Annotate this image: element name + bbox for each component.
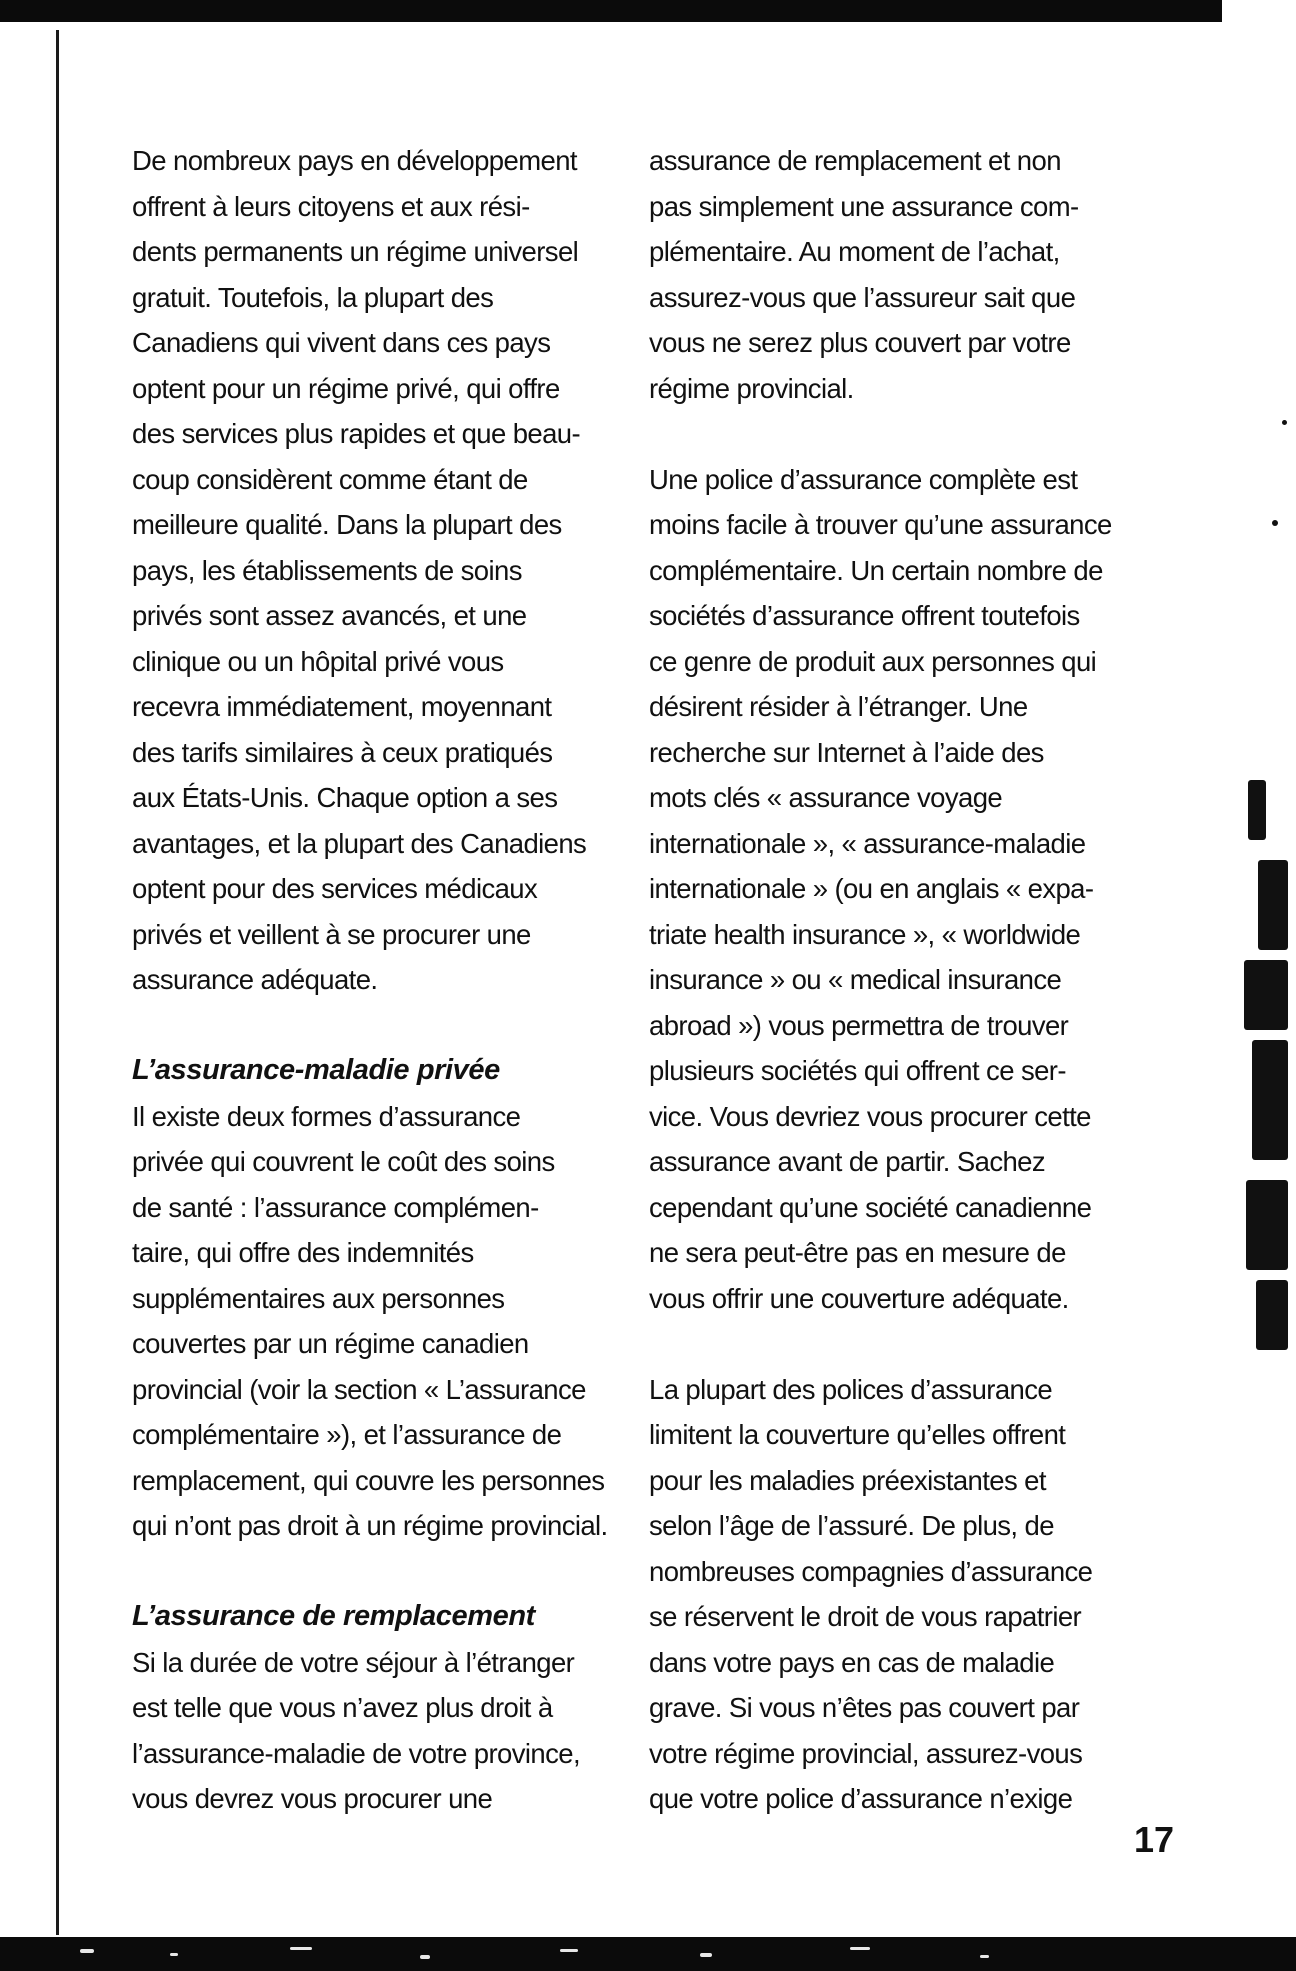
right-column [649,138,1129,1822]
scan-border-right [1222,0,1296,1971]
left-column [132,138,612,1822]
right-paragraph-1: assurance de remplacement et non pas simplement une assurance com- plémentaire. Au moment de l’achat, assurez-vous que l’assureur sait que vous ne serez plus couvert par votre régime provincial. [649,145,1079,404]
heading-replacement-insurance: L’assurance de remplacement [132,1600,535,1632]
heading-private-health-insurance: L’assurance-maladie privée [132,1054,500,1086]
left-paragraph-1: De nombreux pays en développement offrent à leurs citoyens et aux rési- dents permanents un régime universel gratuit. Toutefois, la plupart des Canadiens qui vivent dans ces pays optent pour un régime privé, qui offre des services plus rapides et que beau- coup considèrent comme étant de meilleure qualité. Dans la plupart des pays, les établissements de soins privés sont assez avancés, et une clinique ou un hôpital privé vous recevra immédiatement, moyennant des tarifs similaires à ceux pratiqués aux États-Unis. Chaque option a ses avantages, et la plupart des Canadiens optent pour des services médicaux privés et veillent à se procurer une assurance adéquate. [132,145,587,995]
left-paragraph-3: Si la durée de votre séjour à l’étranger est telle que vous n’avez plus droit à l’assurance-maladie de votre province, vous devrez vous procurer une [132,1646,580,1814]
right-paragraph-2: Une police d’assurance complète est moins facile à trouver qu’une assurance complémentaire. Un certain nombre de sociétés d’assurance offrent toutefois ce genre de produit aux personnes qui désirent résider à l’étranger. Une recherche sur Internet à l’aide des mots clés « assurance voyage internationale », « assurance-maladie internationale » (ou en anglais « expa- triate health insurance », « worldwide insurance » ou « medical insurance abroad ») vous permettra de trouver plusieurs sociétés qui offrent ce ser- vice. Vous devriez vous procurer cette assurance avant de partir. Sachez cependant qu’une société canadienne ne sera peut-être pas en mesure de vous offrir une couverture adéquate. [649,463,1112,1314]
scan-border-bottom [0,1937,1296,1971]
left-paragraph-2: Il existe deux formes d’assurance privée qui couvrent le coût des soins de santé : l’assurance complémen- taire, qui offre des indemnités supplémentaires aux personnes couvertes par un régime canadien provincial (voir la section « L’assurance complémentaire »), et l’assurance de remplacement, qui couvre les personnes qui n’ont pas droit à un régime provincial. [132,1100,608,1541]
page-spine-line [56,30,59,1935]
right-paragraph-3: La plupart des polices d’assurance limitent la couverture qu’elles offrent pour les maladies préexistantes et selon l’âge de l’assuré. De plus, de nombreuses compagnies d’assurance se réservent le droit de vous rapatrier dans votre pays en cas de maladie grave. Si vous n’êtes pas couvert par votre régime provincial, assurez-vous que votre police d’assurance n’exige [649,1373,1093,1814]
page-number: 17 [1134,1819,1175,1860]
scan-border-top [0,0,1296,22]
